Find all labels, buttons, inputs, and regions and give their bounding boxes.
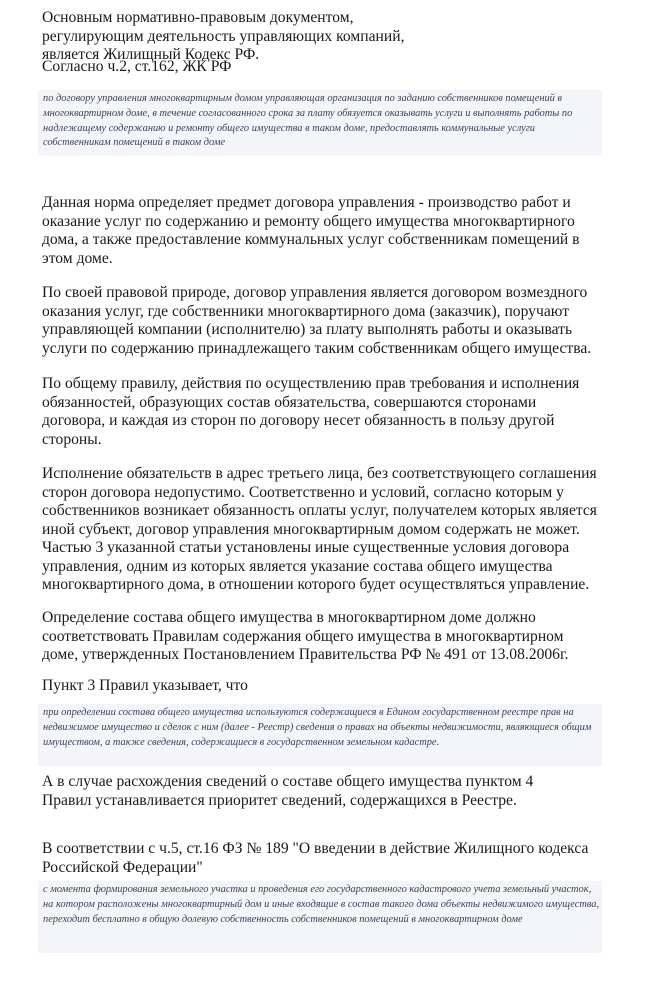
paragraph-registry-priority: А в случае расхождения сведений о составе общего имущества пунктом 4 Правил устанавливается приоритет сведений, содержащихся в Реестре. <box>42 773 534 809</box>
paragraph-rules-point-3: Пункт 3 Правил указывает, что <box>42 677 248 694</box>
paragraph-common-property: Определение состава общего имущества в многоквартирном доме должно соответствовать Правилам содержания общего имущества в многоквартирном доме, утвержденных Постановлением Правительства РФ № 491 от 13.08.2006г. <box>42 609 569 663</box>
quote-block-contract-definition: по договору управления многоквартирным домом управляющая организация по заданию собственников помещений в многоквартирном доме, в течение согласованного срока за плату обязуется оказывать услуги и выполнять работы по надлежащему содержанию и ремонту общего имущества в таком доме, предоставлять коммунальные услуги собственникам помещений в таком доме <box>38 90 602 156</box>
paragraph-legal-nature: По своей правовой природе, договор управления является договором возмездного оказания услуг, где собственники многоквартирного дома (заказчик), поручают управляющей компании (исполнителю) за плату выполнять работы и оказывать услуги по содержанию принадлежащего таким собственникам общего имущества. <box>42 284 592 357</box>
paragraph-general-rule: По общему правилу, действия по осуществлению прав требования и исполнения обязанностей, образующих состав обязательства, совершаются сторонами договора, и каждая из сторон по договору несет обязанность в пользу другой стороны. <box>42 375 580 448</box>
paragraph-federal-law: В соответствии с ч.5, ст.16 ФЗ № 189 "О введении в действие Жилищного кодекса Российской Федерации" <box>42 840 589 876</box>
quote-block-land-plot: с момента формирования земельного участка и проведения его государственного кадастрового учета земельный участок, на котором расположены многоквартирный дом и иные входящие в состав такого дома объекты недвижимого имущества, переходит бесплатно в общую долевую собственность собственников помещений в многоквартирном доме <box>38 881 602 953</box>
paragraph-reference-zhk: Согласно ч.2, ст.162, ЖК РФ <box>42 58 232 75</box>
paragraph-third-party: Исполнение обязательств в адрес третьего лица, без соответствующего соглашения сторон договора недопустимо. Соответственно и условий, согласно которым у собственников возникает обязанность оплаты услуг, получателем которых является иной субъект, договор управления многоквартирным домом содержать не может. Частью 3 указанной статьи установлены иные существенные условия договора управления, одним из которых является указание состава общего имущества многоквартирного дома, в отношении которого будет осуществляться управление. <box>42 465 597 593</box>
quote-block-registry: при определении состава общего имущества используются содержащиеся в Едином государственном реестре прав на недвижимое имущество и сделок с ним (далее - Реестр) сведения о правах на объекты недвижимости, являющиеся общим имуществом, а также сведения, содержащиеся в государственном земельном кадастре. <box>38 704 602 766</box>
paragraph-contract-subject: Данная норма определяет предмет договора управления - производство работ и оказание услуг по содержанию и ремонту общего имущества многоквартирного дома, а также предоставление коммунальных услуг собственникам помещений в этом доме. <box>42 194 580 267</box>
paragraph-intro: Основным нормативно-правовым документом, регулирующим деятельность управляющих компаний, является Жилищный Кодекс РФ. <box>42 9 405 63</box>
